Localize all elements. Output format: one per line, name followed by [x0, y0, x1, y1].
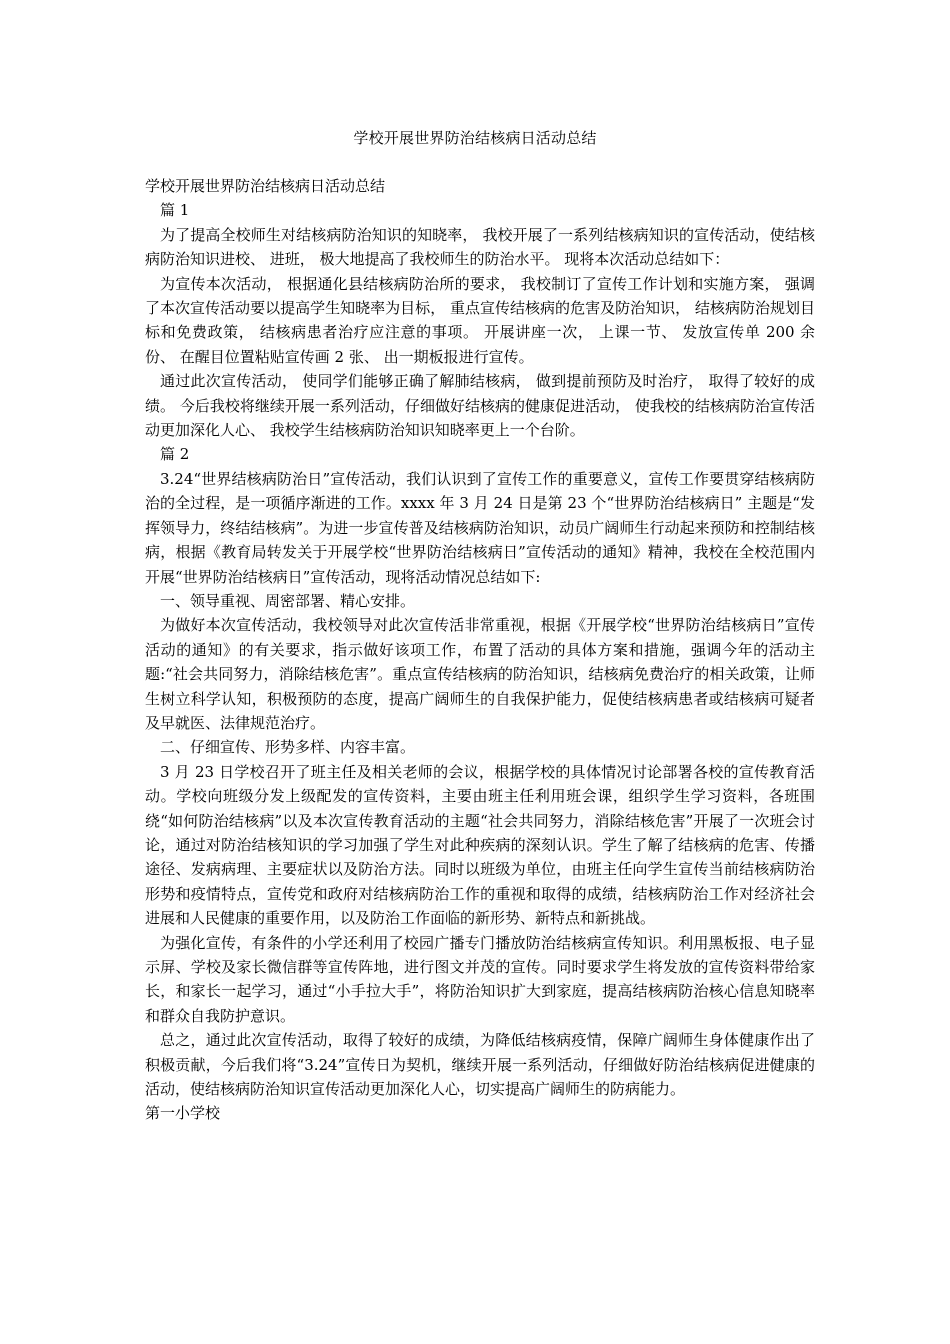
document-subtitle: 学校开展世界防治结核病日活动总结	[145, 177, 386, 195]
paragraph: 3 月 23 日学校召开了班主任及相关老师的会议，根据学校的具体情况讨论部署各校的宣传教育活动。学校向班级分发上级配发的宣传资料，主要由班主任利用班会课，组织学生学习资料，各班围绕“如何防治结核病”以及本次宣传教育活动的主题“社会共同努力，消除结核危害”开展了一次班会讨论，通过对防治结核知识的学习加强了学生对此种疾病的深刻认识。学生了解了结核病的危害、传播途径、发病病理、主要症状以及防治方法。同时以班级为单位，由班主任向学生宣传当前结核病防治形势和疫情特点，宣传党和政府对结核病防治工作的重视和取得的成绩，结核病防治工作对经济社会进展和人民健康的重要作用，以及防治工作面临的新形势、新特点和新挑战。	[145, 762, 815, 928]
section-heading-1: 一、领导重视、周密部署、精心安排。	[160, 591, 416, 610]
paragraph: 为强化宣传，有条件的小学还利用了校园广播专门播放防治结核病宣传知识。利用黑板报、电子显示屏、学校及家长微信群等宣传阵地，进行图文并茂的宣传。同时要求学生将发放的宣传资料带给家长，和家长一起学习，通过“小手拉大手”，将防治知识扩大到家庭，提高结核病防治核心信息知晓率和群众自我防护意识。	[145, 933, 815, 1025]
paragraph: 为宣传本次活动， 根据通化县结核病防治所的要求， 我校制订了宣传工作计划和实施方案， 强调了本次宣传活动要以提高学生知晓率为目标， 重点宣传结核病的危害及防治知识， 结核病防治规划目标和免费政策， 结核病患者治疗应注意的事项。 开展讲座一次， 上课一节、 发放宣传单 200 余份、 在醒目位置粘贴宣传画 2 张、 出一期板报进行宣传。	[145, 274, 815, 366]
paragraph: 为了提高全校师生对结核病防治知识的知晓率， 我校开展了一系列结核病知识的宣传活动，使结核病防治知识进校、 进班， 极大地提高了我校师生的防治水平。 现将本次活动总结如下：	[145, 225, 815, 269]
paragraph: 3.24“世界结核病防治日”宣传活动，我们认识到了宣传工作的重要意义，宣传工作要贯穿结核病防治的全过程，是一项循序渐进的工作。xxxx 年 3 月 24 日是第 23 个“世界防治结核病日” 主题是“发挥领导力，终结结核病”。为进一步宣传普及结核病防治知识，动员广阔师生行动起来预防和控制结核病，根据《教育局转发关于开展学校“世界防治结核病日”宣传活动的通知》精神，我校在全校范围内开展“世界防治结核病日”宣传活动，现将活动情况总结如下:	[145, 469, 815, 586]
signature: 第一小学校	[145, 1104, 221, 1123]
paragraph: 总之，通过此次宣传活动，取得了较好的成绩，为降低结核病疫情，保障广阔师生身体健康作出了积极贡献，今后我们将“3.24”宣传日为契机，继续开展一系列活动，仔细做好防治结核病促进健康的活动，使结核病防治知识宣传活动更加深化人心，切实提高广阔师生的防病能力。	[145, 1031, 815, 1099]
part-1-label: 篇 1	[160, 201, 190, 220]
paragraph: 通过此次宣传活动， 使同学们能够正确了解肺结核病， 做到提前预防及时治疗， 取得了较好的成绩。 今后我校将继续开展一系列活动，仔细做好结核病的健康促进活动， 使我校的结核病防治宣传活动更加深化人心、 我校学生结核病防治知识知晓率更上一个台阶。	[145, 372, 815, 440]
document-title: 学校开展世界防治结核病日活动总结	[353, 129, 597, 147]
document-body	[145, 174, 815, 1126]
section-heading-2: 二、仔细宣传、形势多样、内容丰富。	[160, 738, 416, 757]
paragraph: 为做好本次宣传活动，我校领导对此次宣传活非常重视，根据《开展学校“世界防治结核病日”宣传活动的通知》的有关要求，指示做好该项工作，布置了活动的具体方案和措施，强调今年的活动主题:“社会共同努力，消除结核危害”。重点宣传结核病的防治知识，结核病免费治疗的相关政策，让师生树立科学认知，积极预防的态度，提高广阔师生的自我保护能力，促使结核病患者或结核病可疑者及早就医、法律规范治疗。	[145, 616, 815, 732]
part-2-label: 篇 2	[160, 445, 190, 464]
